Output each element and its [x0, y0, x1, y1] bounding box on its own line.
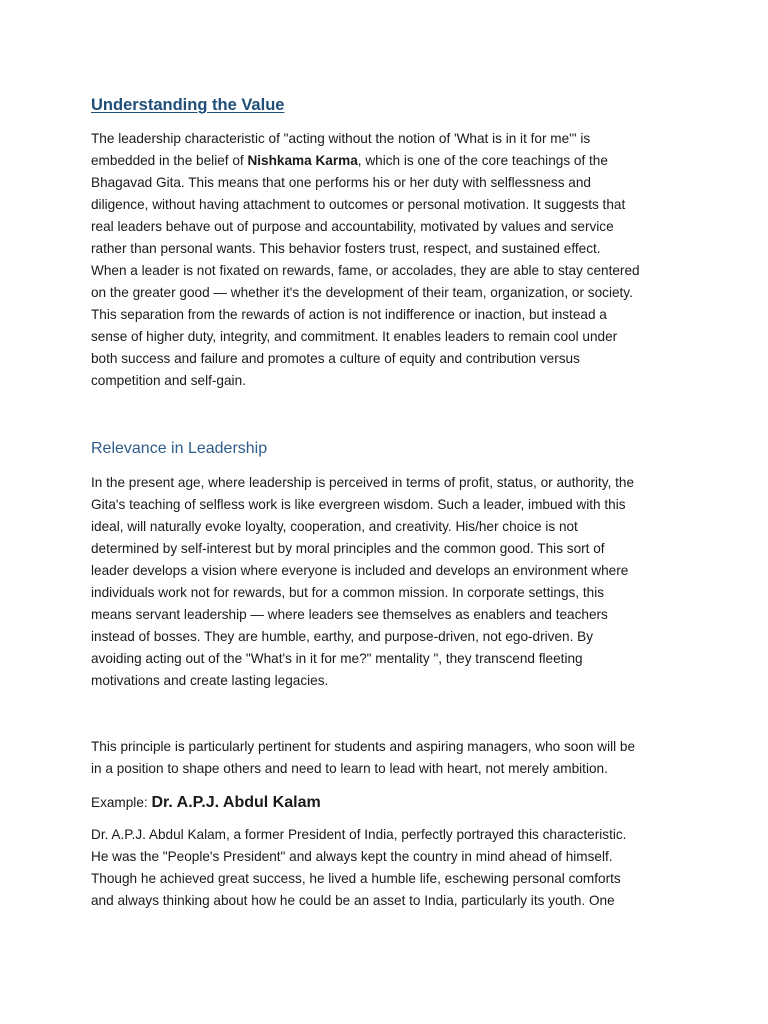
text-line: individuals work not for rewards, but for a common mission. In corporate settings, this: [91, 585, 605, 600]
text-line: leader develops a vision where everyone is included and develops an environment where: [91, 563, 629, 578]
text-line: sense of higher duty, integrity, and commitment. It enables leaders to remain cool under: [91, 329, 618, 344]
text-line: When a leader is not fixated on rewards, fame, or accolades, they are able to stay centered: [91, 263, 640, 278]
text-line: This separation from the rewards of action is not indifference or inaction, but instead a: [91, 307, 607, 322]
text-line: both success and failure and promotes a culture of equity and contribution versus: [91, 351, 580, 366]
heading-understanding-the-value: Understanding the Value: [91, 96, 285, 114]
example-name: Dr. A.P.J. Abdul Kalam: [151, 794, 321, 811]
text-line: diligence, without having attachment to outcomes or personal motivation. It suggests that: [91, 197, 626, 212]
text-line: competition and self-gain.: [91, 373, 246, 388]
paragraph-principle: [91, 736, 687, 780]
example-label: Example:: [91, 795, 152, 810]
text-line: Gita's teaching of selfless work is like evergreen wisdom. Such a leader, imbued with this: [91, 497, 626, 512]
text-line: ideal, will naturally evoke loyalty, cooperation, and creativity. His/her choice is not: [91, 519, 578, 534]
paragraph-kalam: [91, 824, 687, 912]
text-line: real leaders behave out of purpose and accountability, motivated by values and service: [91, 219, 614, 234]
text-line: on the greater good — whether it's the development of their team, organization, or society.: [91, 285, 633, 300]
text-run: embedded in the belief of: [91, 153, 248, 168]
nishkama-karma-term: Nishkama Karma: [247, 153, 358, 168]
text-line: [91, 150, 687, 172]
text-line: Bhagavad Gita. This means that one performs his or her duty with selflessness and: [91, 175, 591, 190]
example-heading: [91, 792, 321, 814]
text-line: and always thinking about how he could be an asset to India, particularly its youth. One: [91, 893, 615, 908]
text-run: , which is one of the core teachings of the: [357, 153, 608, 168]
text-line: instead of bosses. They are humble, earthy, and purpose-driven, not ego-driven. By: [91, 629, 593, 644]
text-line: This principle is particularly pertinent for students and aspiring managers, who soon will be: [91, 739, 636, 754]
text-line: Though he achieved great success, he lived a humble life, eschewing personal comforts: [91, 871, 621, 886]
text-line: in a position to shape others and need to learn to lead with heart, not merely ambition.: [91, 761, 608, 776]
text-line: avoiding acting out of the "What's in it for me?" mentality ", they transcend fleeting: [91, 651, 583, 666]
text-line: In the present age, where leadership is perceived in terms of profit, status, or authority, the: [91, 475, 635, 490]
text-line: determined by self-interest but by moral principles and the common good. This sort of: [91, 541, 605, 556]
text-line: motivations and create lasting legacies.: [91, 673, 329, 688]
paragraph-understanding: [91, 128, 687, 392]
text-line: He was the "People's President" and always kept the country in mind ahead of himself.: [91, 849, 613, 864]
text-line: rather than personal wants. This behavior fosters trust, respect, and sustained effect.: [91, 241, 601, 256]
text-line: Dr. A.P.J. Abdul Kalam, a former President of India, perfectly portrayed this characteristic.: [91, 827, 627, 842]
text-line: means servant leadership — where leaders see themselves as enablers and teachers: [91, 607, 608, 622]
paragraph-relevance: [91, 472, 687, 692]
heading-relevance-in-leadership: Relevance in Leadership: [91, 440, 268, 457]
text-line: The leadership characteristic of "acting without the notion of 'What is in it for me'" is: [91, 131, 591, 146]
